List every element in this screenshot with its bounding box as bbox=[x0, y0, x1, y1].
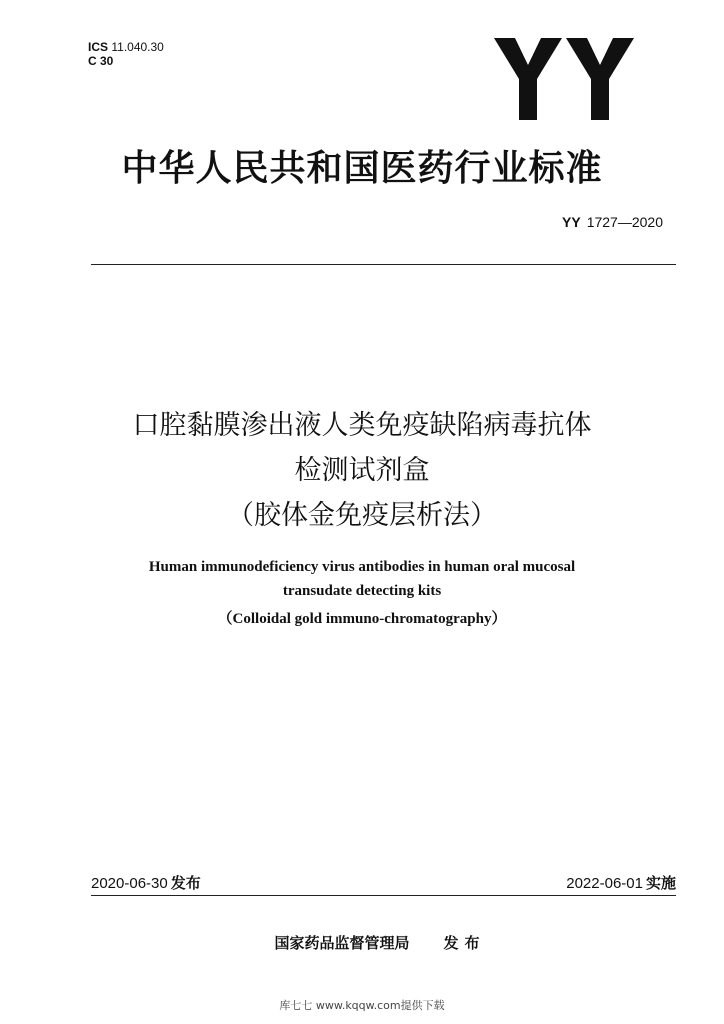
title-en-line3: （Colloidal gold immuno-chromatography） bbox=[217, 611, 507, 627]
title-en-line1: Human immunodeficiency virus antibodies in human oral mucosal bbox=[148, 559, 576, 575]
yy-logo bbox=[494, 38, 634, 120]
publish-date bbox=[91, 872, 201, 893]
ics-label: ICS bbox=[88, 40, 109, 54]
bottom-divider bbox=[91, 895, 676, 896]
issuer-release-label: 发布 bbox=[443, 934, 486, 952]
standard-code-number: 1727—2020 bbox=[586, 214, 663, 230]
publish-date-label: 发布 bbox=[170, 874, 201, 892]
download-footer: 库七七 www.kqqw.com提供下载 bbox=[279, 999, 445, 1012]
title-cn-line2: 检测试剂盒 bbox=[294, 455, 430, 486]
implement-date bbox=[566, 872, 676, 893]
implement-date-value: 2022-06-01 bbox=[566, 875, 643, 892]
issuer-name: 国家药品监督管理局 bbox=[274, 934, 410, 952]
title-cn-line3: （胶体金免疫层析法） bbox=[227, 500, 497, 531]
standard-code bbox=[562, 214, 663, 230]
standard-organization-title: 中华人民共和国医药行业标准 bbox=[121, 148, 603, 189]
title-cn-line1: 口腔黏膜渗出液人类免疫缺陷病毒抗体 bbox=[132, 410, 592, 441]
ics-number: 11.040.30 bbox=[111, 40, 164, 54]
publish-date-value: 2020-06-30 bbox=[91, 875, 168, 892]
implement-date-label: 实施 bbox=[645, 874, 676, 892]
class-code: C 30 bbox=[88, 54, 114, 68]
top-divider bbox=[91, 264, 676, 265]
title-en-line2: transudate detecting kits bbox=[282, 583, 442, 599]
ics-code bbox=[88, 40, 164, 54]
standard-code-prefix: YY bbox=[562, 214, 581, 230]
issuer bbox=[0, 932, 724, 953]
